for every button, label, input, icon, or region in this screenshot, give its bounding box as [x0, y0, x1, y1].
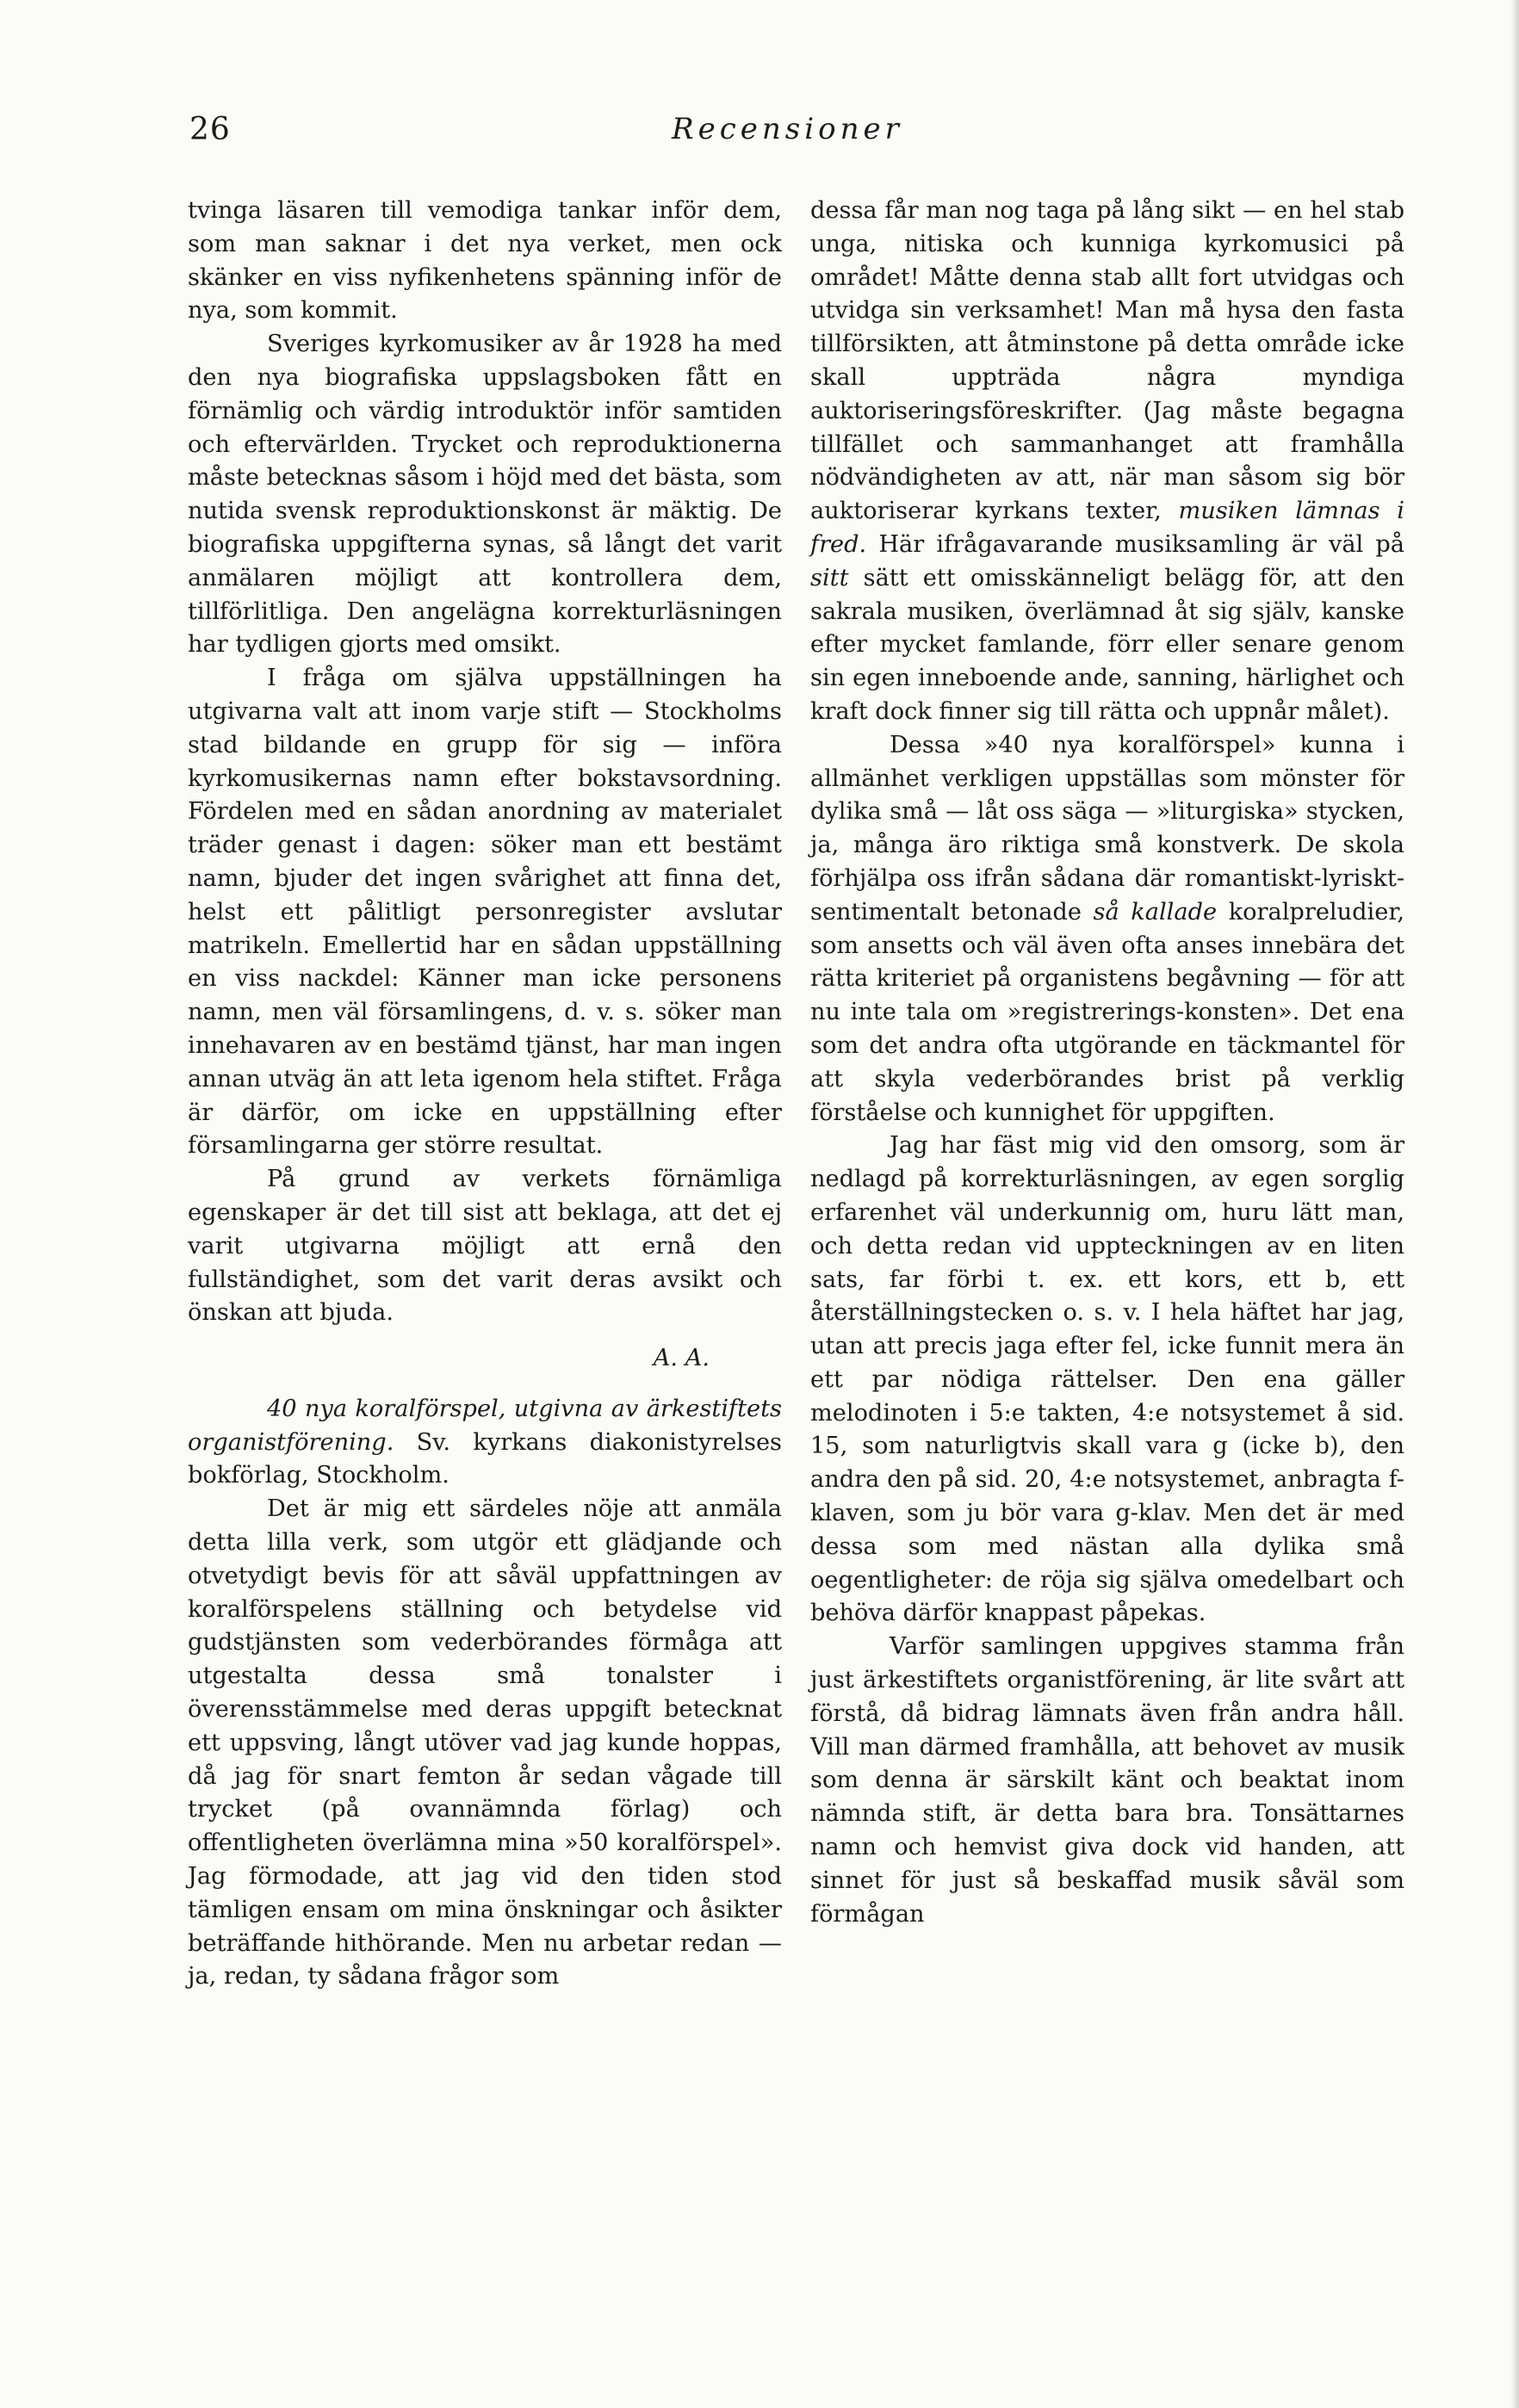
emphasis: sitt	[810, 564, 849, 591]
left-column	[188, 195, 782, 1994]
emphasis: musiken lämnas i fred.	[810, 498, 1404, 558]
reviewer-signature: A. A.	[653, 1345, 710, 1372]
paragraph-continuation: tvinga läsaren till vemodiga tankar inför dem, som man saknar i det nya verket, men ock skänker en viss nyfikenhetens spänning inför de nya, som kommit.	[188, 197, 782, 325]
paragraph: Det är mig ett särdeles nöje att anmäla detta lilla verk, som utgör ett glädjande och otvetydigt bevis för att såväl uppfattningen av koralförspelens ställning och betydelse vid gudstjänsten som vederbörandes förmåga att utgestalta dessa små tonalster i överensstämmelse med deras uppgift betecknat ett uppsving, långt utöver vad jag kunde hoppas, då jag för snart femton år sedan vågade till trycket (på ovannämnda förlag) och offentligheten överlämna mina »50 koralförspel». Jag förmodade, att jag vid den tiden stod tämligen ensam om mina önskningar och åsikter beträffande hithörande. Men nu arbetar redan — ja, redan, ty sådana frågor som	[188, 1495, 782, 1990]
review-heading	[188, 1393, 782, 1493]
text-run: sätt ett omisskänneligt belägg för, att den sakrala musiken, överlämnad åt sig själv, kanske efter mycket famlande, förr eller senare genom sin egen inneboende ande, sanning, härlighet och kraft dock finner sig till rätta och uppnår målet).	[810, 564, 1404, 725]
page-number: 26	[189, 112, 231, 147]
review-book-title: 40 nya koralförspel, utgivna av ärkestiftets organistförening.	[188, 1395, 782, 1456]
emphasis: så kallade	[1093, 898, 1218, 925]
text-run: Här ifrågavarande musiksamling är väl på	[878, 530, 1404, 558]
paragraph	[810, 729, 1404, 1130]
paragraph: I fråga om själva uppställningen ha utgivarna valt att inom varje stift — Stockholms stad bildande en grupp för sig — införa kyrkomusikernas namn efter bokstavsordning. Fördelen med en sådan anordning av materialet träder genast i dagen: söker man ett bestämt namn, bjuder det ingen svårighet att finna det, helst ett pålitligt personregister avslutar matrikeln. Emellertid har en sådan uppställning en viss nackdel: Känner man icke personens namn, men väl församlingens, d. v. s. söker man innehavaren av en bestämd tjänst, har man ingen annan utväg än att leta igenom hela stiftet. Fråga är därför, om icke en uppställning efter församlingarna ger större resultat.	[188, 665, 782, 1160]
review-publisher: Sv. kyrkans diakonistyrelses bokförlag, Stockholm.	[188, 1428, 782, 1489]
paragraph-continuation	[810, 195, 1404, 729]
text-run: koralpreludier, som ansetts och väl även ofta anses innebära det rätta kriteriet på organistens begåvning — för att nu inte tala om »registrerings-konsten». Det ena som det andra ofta utgörande en täckmantel för att skyla vederbörandes brist på verklig förståelse och kunnighet för uppgiften.	[810, 898, 1404, 1126]
page-edge-shadow	[1510, 0, 1519, 2408]
right-column	[810, 195, 1404, 1931]
paragraph: Varför samlingen uppgives stamma från just ärkestiftets organistförening, är lite svårt att förstå, då bidrag lämnats även från andra håll. Vill man därmed framhålla, att behovet av musik som denna är särskilt känt och beaktat inom nämnda stift, är detta bara bra. Tonsättarnes namn och hemvist giva dock vid handen, att sinnet för just så beskaffad musik såväl som förmågan	[810, 1633, 1404, 1928]
text-run: Dessa »40 nya koralförspel» kunna i allmänhet verkligen uppställas som mönster för dylika små — låt oss säga — »liturgiska» stycken, ja, många äro riktiga små konstverk. De skola förhjälpa oss ifrån sådana där romantiskt-lyriskt-sentimentalt betonade	[810, 731, 1404, 925]
paragraph: På grund av verkets förnämliga egenskaper är det till sist att beklaga, att det ej varit utgivarna möjligt att ernå den fullständighet, som det varit deras avsikt och önskan att bjuda.	[188, 1166, 782, 1327]
paragraph: Sveriges kyrkomusiker av år 1928 ha med den nya biografiska uppslagsboken fått en förnämlig och värdig introduktör inför samtiden och eftervärlden. Trycket och reproduktionerna måste betecknas såsom i höjd med det bästa, som nutida svensk reproduktionskonst är mäktig. De biografiska uppgifterna synas, så långt det varit anmälaren möjligt att kontrollera dem, tillförlitliga. Den angelägna korrekturläsningen har tydligen gjorts med omsikt.	[188, 331, 782, 659]
running-title: Recensioner	[672, 112, 903, 146]
text-run: dessa får man nog taga på lång sikt — en hel stab unga, nitiska och kunniga kyrkomusici på området! Måtte denna stab allt fort utvidgas och utvidga sin verksamhet! Man må hysa den fasta tillförsikten, att åtminstone på detta område icke skall uppträda några myndiga auktoriseringsföreskrifter. (Jag måste begagna tillfället och sammanhanget att framhålla nödvändigheten av att, när man såsom sig bör auktoriserar kyrkans texter,	[810, 197, 1404, 525]
paragraph: Jag har fäst mig vid den omsorg, som är nedlagd på korrekturläsningen, av egen sorglig erfarenhet väl underkunnig om, huru lätt man, och detta redan vid uppteckningen av en liten sats, far förbi t. ex. ett kors, ett b, ett återställningstecken o. s. v. I hela häftet har jag, utan att precis jaga efter fel, icke funnit mera än ett par nödiga rättelser. Den ena gäller melodinoten i 5:e takten, 4:e notsystemet å sid. 15, som naturligtvis skall vara g (icke b), den andra den på sid. 20, 4:e notsystemet, anbragta f-klaven, som ju bör vara g-klav. Men det är med dessa som med nästan alla dylika små oegentligheter: de röja sig själva omedelbart och behöva därför knappast påpekas.	[810, 1132, 1404, 1627]
